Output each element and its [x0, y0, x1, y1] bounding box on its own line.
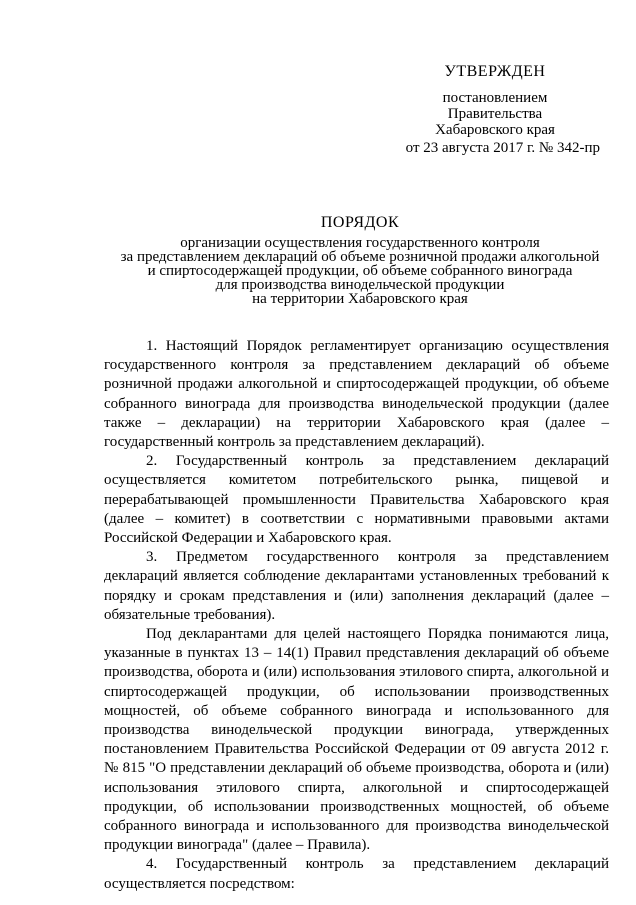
document-subtitle-line: за представлением деклараций об объеме розничной продажи алкогольной	[120, 249, 600, 265]
document-subtitle-line: для производства винодельческой продукции	[215, 277, 505, 293]
document-subtitle-line: организации осуществления государственного контроля	[180, 235, 540, 251]
paragraph-declarants: Под декларантами для целей настоящего Порядка понимаются лица, указанные в пунктах 13 – 14(1) Правил представления деклараций об объеме производства, оборота и (или) использования этилового спирта, алкогольной и спиртосодержащей продукции, об использовании производственных мощностей, об объеме собранного винограда и использованного для производства винодельческой продукции винограда, утвержденных постановлением Правительства Российской Федерации от 09 августа 2012 г. № 815 "О представлении деклараций об объеме производства, оборота и (или) использования этилового спирта, алкогольной и спиртосодержащей продукции, об использовании производственных мощностей, об объеме собранного винограда и использованного для производства винодельческой продукции винограда" (далее – Правила).	[104, 626, 609, 854]
document-subtitle-line: и спиртосодержащей продукции, об объеме собранного винограда	[147, 263, 573, 279]
approval-date: от 23 августа 2017 г. № 342-пр	[405, 140, 600, 156]
paragraph-3: 3. Предметом государственного контроля за представлением деклараций является соблюдение декларантами установленных требований к порядку и срокам представления и (или) заполнения деклараций (далее – обязательные требования).	[104, 549, 609, 623]
document-title-block	[80, 216, 636, 306]
approval-heading: УТВЕРЖДЕН	[444, 63, 546, 80]
document-title: ПОРЯДОК	[320, 214, 400, 231]
paragraph-4: 4. Государственный контроль за представлением деклараций осуществляется посредством:	[104, 856, 609, 892]
approval-line: постановлением	[442, 90, 548, 106]
paragraph-2: 2. Государственный контроль за представлением деклараций осуществляется комитетом потребительского рынка, пищевой и перерабатывающей промышленности Правительства Хабаровского края (далее – комитет) в соответствии с нормативными правовыми актами Российской Федерации и Хабаровского края.	[104, 453, 609, 547]
approval-line: Хабаровского края	[435, 122, 555, 138]
document-subtitle-line: на территории Хабаровского края	[252, 291, 468, 307]
approval-stamp	[390, 64, 600, 156]
document-body	[104, 337, 609, 894]
paragraph-1: 1. Настоящий Порядок регламентирует организацию осуществления государственного контроля за представлением деклараций об объеме розничной продажи алкогольной и спиртосодержащей продукции, об объеме собранного винограда для производства винодельческой продукции (далее также – декларации) на территории Хабаровского края (далее – государственный контроль за представлением деклараций).	[104, 338, 609, 451]
approval-line: Правительства	[447, 106, 543, 122]
